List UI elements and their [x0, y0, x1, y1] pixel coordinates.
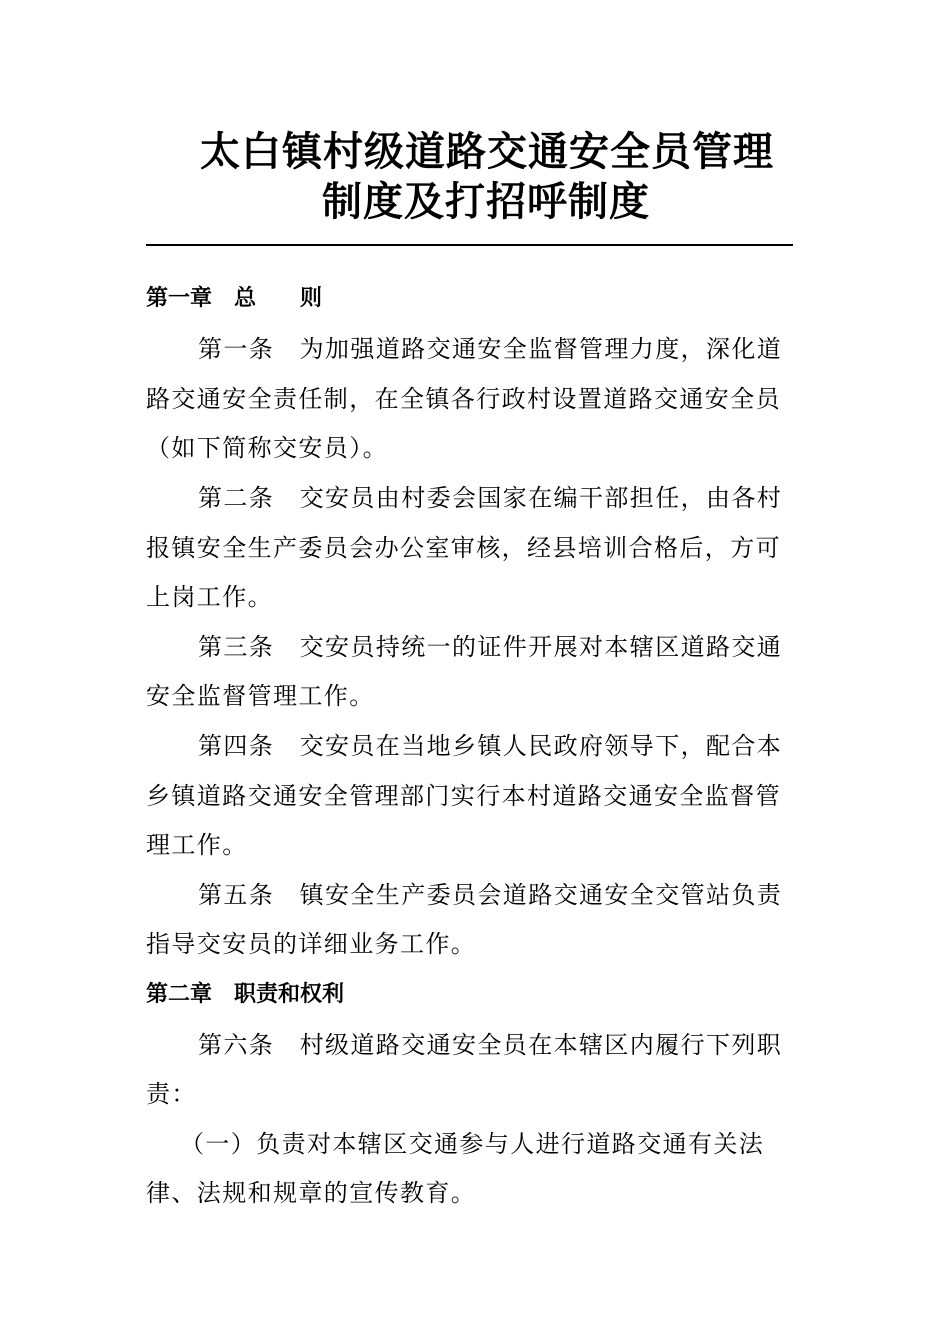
- article-6-line-1: 第六条 村级道路交通安全员在本辖区内履行下列职: [198, 1031, 783, 1059]
- article-4-line-1: 第四条 交安员在当地乡镇人民政府领导下，配合本: [198, 732, 783, 760]
- article-5-line-2: 指导交安员的详细业务工作。: [146, 930, 477, 958]
- article-3-line-1: 第三条 交安员持统一的证件开展对本辖区道路交通: [198, 633, 783, 661]
- title-divider: [146, 244, 793, 246]
- document-title-line2: 制度及打招呼制度: [322, 179, 650, 225]
- article-6-line-2: 责：: [146, 1080, 197, 1108]
- article-2-line-2: 报镇安全生产委员会办公室审核，经县培训合格后，方可: [146, 534, 781, 562]
- document-title-line1: 太白镇村级道路交通安全员管理: [200, 129, 774, 175]
- item-1-line-2: 律、法规和规章的宣传教育。: [146, 1179, 477, 1207]
- article-2-line-1: 第二条 交安员由村委会国家在编干部担任，由各村: [198, 484, 783, 512]
- article-1-line-3: （如下简称交安员）。: [146, 434, 388, 462]
- article-4-line-2: 乡镇道路交通安全管理部门实行本村道路交通安全监督管: [146, 782, 781, 810]
- chapter-heading-2: 第二章 职责和权利: [146, 982, 345, 1007]
- article-2-line-3: 上岗工作。: [146, 583, 273, 611]
- article-5-line-1: 第五条 镇安全生产委员会道路交通安全交管站负责: [198, 881, 783, 909]
- article-1-line-1: 第一条 为加强道路交通安全监督管理力度，深化道: [198, 335, 783, 363]
- chapter-heading-1: 第一章 总 则: [146, 286, 323, 311]
- article-1-line-2: 路交通安全责任制，在全镇各行政村设置道路交通安全员: [146, 385, 781, 413]
- item-1-line-1: （一）负责对本辖区交通参与人进行道路交通有关法: [180, 1130, 765, 1158]
- article-4-line-3: 理工作。: [146, 831, 248, 859]
- article-3-line-2: 安全监督管理工作。: [146, 682, 375, 710]
